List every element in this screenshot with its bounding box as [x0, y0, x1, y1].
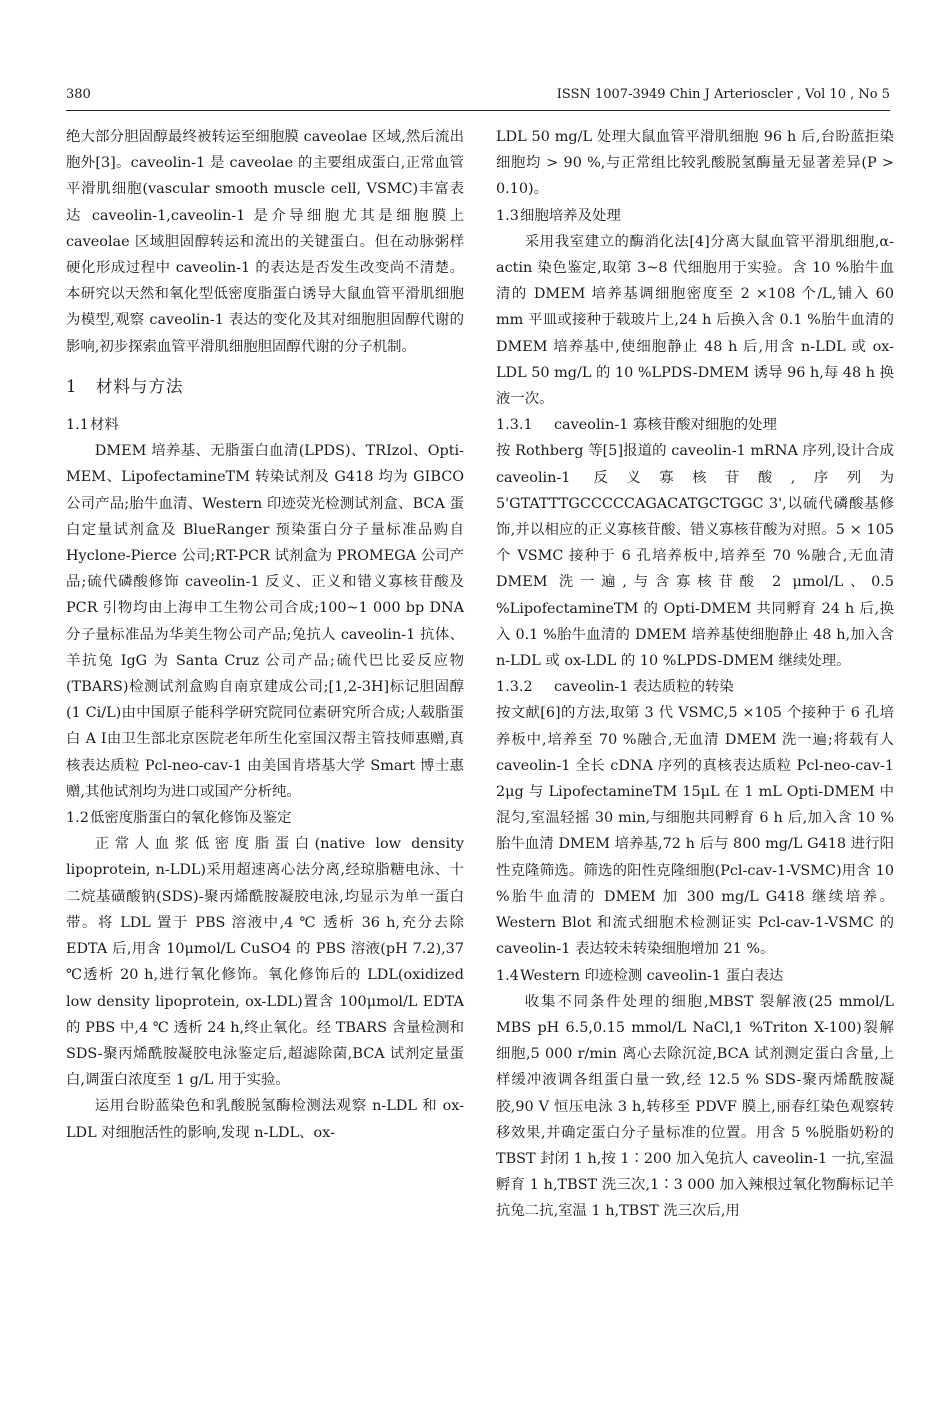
- section-number: 1: [66, 376, 78, 396]
- subsection-number: 1.4: [496, 967, 519, 984]
- transfection-paragraph: 按文献[6]的方法,取第 3 代 VSMC,5 ×105 个接种于 6 孔培养板中,培养至 70 %融合,无血清 DMEM 洗一遍;将载有人 caveolin-1 全长 cDNA 序列的真核表达质粒 Pcl-neo-cav-1 2μg 与 LipofectamineTM 15μL 在 1 mL Opti-DMEM 中混匀,室温轻摇 30 min,与细胞共同孵育 6 h 后,加入含 10 %胎牛血清 DMEM 培养基,72 h 后与 800 mg/L G418 进行阳性克隆筛选。筛选的阳性克隆细胞(Pcl-cav-1-VSMC)用含 10 %胎牛血清的 DMEM 加 300 mg/L G418 继续培养。Western Blot 和流式细胞术检测证实 Pcl-cav-1-VSMC 的 caveolin-1 表达较未转染细胞增加 21 %。: [496, 705, 894, 958]
- section-heading-1: [66, 374, 464, 400]
- subsection-heading-1-3-2: [496, 674, 894, 700]
- page-number: 380: [66, 87, 91, 102]
- journal-citation: ISSN 1007-3949 Chin J Arterioscler , Vol 10 , No 5: [556, 87, 890, 102]
- subsection-heading-1-3: [496, 203, 894, 229]
- subsection-number: 1.3.2: [496, 679, 533, 696]
- materials-paragraph: DMEM 培养基、无脂蛋白血清(LPDS)、TRIzol、Opti-MEM、LipofectamineTM 转染试剂及 G418 均为 GIBCO 公司产品;胎牛血清、Western 印迹荧光检测试剂盒、BCA 蛋白定量试剂盒及 BlueRanger 预染蛋白分子量标准品购自 Hyclone-Pierce 公司;RT-PCR 试剂盒为 PROMEGA 公司产品;硫代磷酸修饰 caveolin-1 反义、正义和错义寡核苷酸及 PCR 引物均由上海申工生物公司合成;100~1 000 bp DNA 分子量标准品为华美生物公司产品;兔抗人 caveolin-1 抗体、羊抗兔 IgG 为 Santa Cruz 公司产品;硫代巴比妥反应物(TBARS)检测试剂盒购自南京建成公司;[1,2-3H]标记胆固醇(1 Ci/L)由中国原子能科学研究院同位素研究所合成;人载脂蛋白 A Ⅰ由卫生部北京医院老年所生化室国汉帮主管技师惠赠,真核表达质粒 Pcl-neo-cav-1 由美国肯塔基大学 Smart 博士惠赠,其他试剂均为进口或国产分析纯。: [66, 443, 464, 800]
- subsection-title: 细胞培养及处理: [520, 207, 621, 224]
- running-header: [66, 84, 890, 111]
- subsection-heading-1-4: [496, 963, 894, 989]
- right-column: [496, 124, 894, 1225]
- subsection-title: Western 印迹检测 caveolin-1 蛋白表达: [520, 967, 784, 984]
- cell-viability-paragraph: 运用台盼蓝染色和乳酸脱氢酶检测法观察 n-LDL 和 ox-LDL 对细胞活性的影响,发现 n-LDL、ox-: [66, 1098, 464, 1141]
- subsection-heading-1-1: [66, 412, 464, 438]
- subsection-title: 低密度脂蛋白的氧化修饰及鉴定: [90, 810, 292, 827]
- section-title: 材料与方法: [96, 376, 184, 396]
- subsection-title: caveolin-1 表达质粒的转染: [554, 679, 734, 696]
- viability-continued-paragraph: LDL 50 mg/L 处理大鼠血管平滑肌细胞 96 h 后,台盼蓝拒染细胞均 > 90 %,与正常组比较乳酸脱氢酶量无显著差异(P > 0.10)。: [496, 129, 894, 198]
- ldl-oxidation-paragraph: 正常人血浆低密度脂蛋白(native low density lipoprotein, n-LDL)采用超速离心法分离,经琼脂糖电泳、十二烷基磺酸钠(SDS)-聚丙烯酰胺凝胶电泳,均显示为单一蛋白带。将 LDL 置于 PBS 溶液中,4 ℃ 透析 36 h,充分去除 EDTA 后,用含 10μmol/L CuSO4 的 PBS 溶液(pH 7.2),37 ℃透析 20 h,进行氧化修饰。氧化修饰后的 LDL(oxidized low density lipoprotein, ox-LDL)置含 100μmol/L EDTA 的 PBS 中,4 ℃ 透析 24 h,终止氧化。经 TBARS 含量检测和 SDS-聚丙烯酰胺凝胶电泳鉴定后,超滤除菌,BCA 试剂定量蛋白,调蛋白浓度至 1 g/L 用于实验。: [66, 836, 464, 1089]
- subsection-heading-1-3-1: [496, 412, 894, 438]
- subsection-number: 1.1: [66, 417, 89, 434]
- subsection-number: 1.3.1: [496, 417, 533, 434]
- cell-culture-paragraph: 采用我室建立的酶消化法[4]分离大鼠血管平滑肌细胞,α-actin 染色鉴定,取第 3~8 代细胞用于实验。含 10 %胎牛血清的 DMEM 培养基调细胞密度至 2 ×108 个/L,铺入 60 mm 平皿或接种于载玻片上,24 h 后换入含 0.1 %胎牛血清的 DMEM 培养基中,使细胞静止 48 h 后,用含 n-LDL 或 ox-LDL 50 mg/L 的 10 %LPDS-DMEM 诱导 96 h,每 48 h 换液一次。: [496, 233, 894, 408]
- left-column: [66, 124, 464, 1146]
- subsection-number: 1.3: [496, 207, 519, 224]
- subsection-title: caveolin-1 寡核苷酸对细胞的处理: [554, 417, 777, 434]
- subsection-number: 1.2: [66, 810, 89, 827]
- subsection-heading-1-2: [66, 805, 464, 831]
- subsection-title: 材料: [90, 417, 119, 434]
- western-blot-paragraph: 收集不同条件处理的细胞,MBST 裂解液(25 mmol/L MBS pH 6.5,0.15 mmol/L NaCl,1 %Triton X-100)裂解细胞,5 000 r/min 离心去除沉淀,BCA 试剂测定蛋白含量,上样缓冲液调各组蛋白量一致,经 12.5 % SDS-聚丙烯酰胺凝胶,90 V 恒压电泳 3 h,转移至 PDVF 膜上,丽春红染色观察转移效果,并确定蛋白分子量标准的位置。用含 5 %脱脂奶粉的 TBST 封闭 1 h,按 1∶200 加入兔抗人 caveolin-1 一抗,室温孵育 1 h,TBST 洗三次,1∶3 000 加入辣根过氧化物酶标记羊抗兔二抗,室温 1 h,TBST 洗三次后,用: [496, 993, 894, 1220]
- oligonucleotide-paragraph: 按 Rothberg 等[5]报道的 caveolin-1 mRNA 序列,设计合成 caveolin-1 反义寡核苷酸,序列为 5'GTATTTGCCCCCAGACATGCTGGC 3',以硫代磷酸基修饰,并以相应的正义寡核苷酸、错义寡核苷酸为对照。5 × 105 个 VSMC 接种于 6 孔培养板中,培养至 70 %融合,无血清 DMEM 洗一遍,与含寡核苷酸 2 μmol/L、0.5 %LipofectamineTM 的 Opti-DMEM 共同孵育 24 h 后,换入 0.1 %胎牛血清的 DMEM 培养基使细胞静止 48 h,加入含 n-LDL 或 ox-LDL 的 10 %LPDS-DMEM 继续处理。: [496, 443, 894, 670]
- intro-paragraph: 绝大部分胆固醇最终被转运至细胞膜 caveolae 区域,然后流出胞外[3]。caveolin-1 是 caveolae 的主要组成蛋白,正常血管平滑肌细胞(vascular smooth muscle cell, VSMC)丰富表达 caveolin-1,caveolin-1 是介导细胞尤其是细胞膜上 caveolae 区域胆固醇转运和流出的关键蛋白。但在动脉粥样硬化形成过程中 caveolin-1 的表达是否发生改变尚不清楚。本研究以天然和氧化型低密度脂蛋白诱导大鼠血管平滑肌细胞为模型,观察 caveolin-1 表达的变化及其对细胞胆固醇代谢的影响,初步探索血管平滑肌细胞胆固醇代谢的分子机制。: [66, 129, 464, 355]
